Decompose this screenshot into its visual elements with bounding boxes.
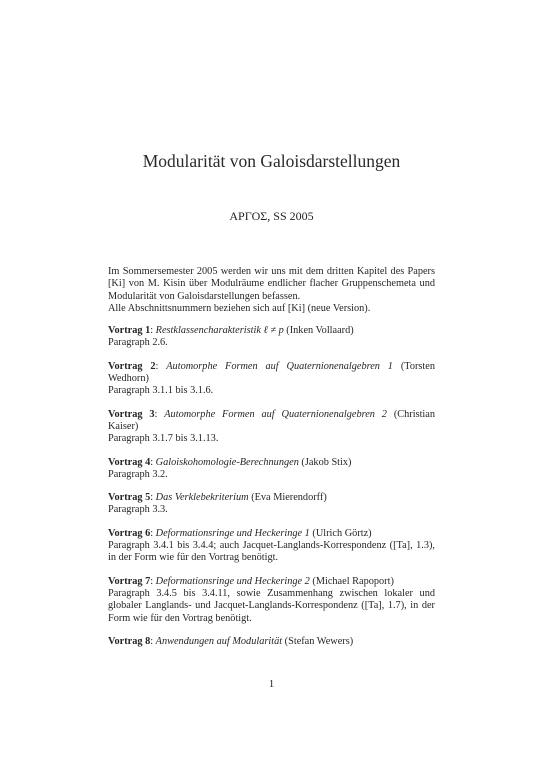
talk-item: Vortrag 2: Automorphe Formen auf Quaternionenalgebren 1 (Torsten Wedhorn) Paragraph 3.1.1 bis 3.1.6.: [108, 360, 436, 397]
talk-topic: Deformationsringe und Heckeringe 2: [155, 575, 310, 587]
talk-details: Paragraph 3.1.1 bis 3.1.6.: [108, 385, 214, 397]
talk-speaker: (Eva Mierendorff): [251, 492, 327, 504]
talk-label: Vortrag 8: [108, 635, 151, 647]
talk-label: Vortrag 2: [108, 360, 156, 372]
talk-item: Vortrag 8: Anwendungen auf Modularität (Stefan Wewers): [108, 635, 354, 647]
intro-paragraph: [108, 266, 435, 315]
talk-label: Vortrag 3: [108, 408, 155, 420]
talk-speaker: (Inken Vollaard): [286, 325, 354, 337]
talk-topic: Restklassencharakteristik ℓ ≠ p: [155, 325, 284, 337]
talk-speaker: (Jakob Stix): [301, 456, 352, 468]
talk-item: Vortrag 5: Das Verklebekriterium (Eva Mierendorff) Paragraph 3.3.: [108, 492, 435, 517]
document-subtitle: ΑΡΓΟΣ, SS 2005: [229, 209, 314, 223]
talk-details: Paragraph 3.4.1 bis 3.4.4; auch Jacquet-Langlands-Korrespondenz ([Ta], 1.3), in der Form wie für den Vortrag benötigt.: [108, 540, 435, 564]
intro-text: Im Sommersemester 2005 werden wir uns mit dem dritten Kapitel des Papers [Ki] von M. Kisin über Modulräume endlicher flacher Gruppenschemeta und Modularität von Galoisdarstellungen befassen.: [108, 266, 435, 302]
talk-speaker: (Stefan Wewers): [284, 635, 354, 647]
talk-label: Vortrag 4: [108, 456, 151, 468]
talk-topic: Deformationsringe und Heckeringe 1: [155, 527, 310, 539]
talk-item: Vortrag 7: Deformationsringe und Heckeringe 2 (Michael Rapoport) Paragraph 3.4.5 bis 3.4.11, sowie Zusammenhang zwischen lokaler und globaler Langlands- und Jacquet-Langlands-Korrespondenz ([Ta], 1.7), in der Form wie für den Vortrag benötigt.: [108, 575, 435, 624]
talk-label: Vortrag 7: [108, 575, 151, 587]
talk-topic: Automorphe Formen auf Quaternionenalgebren 1: [166, 360, 393, 372]
talk-speaker: (Christian Kaiser): [108, 408, 436, 432]
talk-label: Vortrag 5: [108, 492, 151, 504]
talk-details: Paragraph 3.2.: [108, 468, 168, 480]
talk-item: Vortrag 1: Restklassencharakteristik ℓ ≠ p (Inken Vollaard) Paragraph 2.6.: [108, 325, 435, 350]
intro-note: Alle Abschnittsnummern beziehen sich auf [Ki] (neue Version).: [108, 302, 371, 314]
talk-label: Vortrag 1: [108, 325, 151, 337]
talk-label: Vortrag 6: [108, 527, 151, 539]
talk-topic: Galoiskohomologie-Berechnungen: [155, 456, 299, 468]
talk-details: Paragraph 2.6.: [108, 337, 168, 349]
talk-details: Paragraph 3.4.5 bis 3.4.11, sowie Zusammenhang zwischen lokaler und globaler Langlands- und Jacquet-Langlands-Korrespondenz ([Ta], 1.7), in der Form wie für den Vortrag benötigt.: [108, 587, 435, 624]
talk-item: Vortrag 3: Automorphe Formen auf Quaternionenalgebren 2 (Christian Kaiser) Paragraph 3.1.7 bis 3.1.13.: [108, 408, 436, 445]
document-body: [108, 266, 435, 659]
talk-speaker: (Ulrich Görtz): [312, 527, 372, 539]
talk-topic: Automorphe Formen auf Quaternionenalgebren 2: [164, 408, 387, 420]
talk-details: Paragraph 3.1.7 bis 3.1.13.: [108, 433, 219, 445]
talk-details: Paragraph 3.3.: [108, 504, 168, 516]
page-number: 1: [268, 678, 275, 690]
talk-topic: Das Verklebekriterium: [155, 492, 249, 504]
talk-speaker: (Torsten Wedhorn): [108, 360, 436, 385]
talk-item: Vortrag 4: Galoiskohomologie-Berechnungen (Jakob Stix) Paragraph 3.2.: [108, 457, 435, 482]
talk-speaker: (Michael Rapoport): [312, 575, 394, 587]
document-title: Modularität von Galoisdarstellungen: [142, 151, 401, 171]
talk-item: Vortrag 6: Deformationsringe und Heckeringe 1 (Ulrich Görtz) Paragraph 3.4.1 bis 3.4.4; auch Jacquet-Langlands-Korrespondenz ([Ta], 1.3), in der Form wie für den Vortrag benötigt.: [108, 527, 435, 564]
talk-topic: Anwendungen auf Modularität: [155, 635, 283, 647]
